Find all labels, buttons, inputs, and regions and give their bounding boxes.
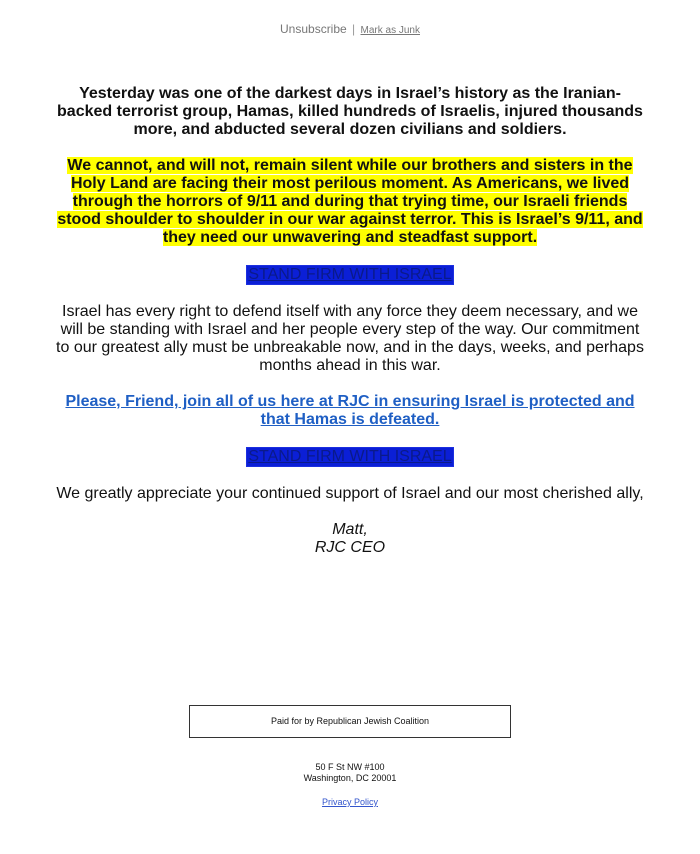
mark-as-junk-link[interactable]: Mark as Junk	[360, 25, 420, 36]
appreciate-paragraph: We greatly appreciate your continued support of Israel and our most cherished ally,	[56, 485, 644, 502]
stand-firm-button-1[interactable]: STAND FIRM WITH ISRAEL	[248, 266, 452, 283]
highlighted-paragraph	[55, 157, 645, 247]
highlighted-text: We cannot, and will not, remain silent while our brothers and sisters in the Holy Land are facing their most perilous moment. As Americans, we lived through the horrors of 9/11 and during that trying time, our Israeli friends stood shoulder to shoulder in our war against terror. This is Israel’s 9/11, and they need our unwavering and steadfast support.	[57, 157, 643, 246]
email-header-links	[0, 22, 700, 38]
privacy-container	[0, 797, 700, 808]
paid-for-disclaimer: Paid for by Republican Jewish Coalition	[189, 705, 511, 738]
header-separator: |	[352, 22, 356, 36]
unsubscribe-link[interactable]: Unsubscribe	[280, 22, 347, 36]
privacy-policy-link[interactable]: Privacy Policy	[321, 797, 378, 807]
stand-firm-button-2[interactable]: STAND FIRM WITH ISRAEL	[248, 448, 452, 465]
defend-paragraph: Israel has every right to defend itself with any force they deem necessary, and we will be standing with Israel and her people every step of the way. Our commitment to our greatest ally must be unbreakable now, and in the days, weeks, and perhaps months ahead in this war.	[56, 303, 644, 374]
signature-name: Matt,	[332, 521, 368, 538]
cta-container-2	[55, 447, 645, 467]
cta-container-1	[55, 265, 645, 285]
address-line-2: Washington, DC 20001	[303, 773, 397, 783]
mailing-address	[0, 762, 700, 784]
address-line-1: 50 F St NW #100	[315, 762, 385, 772]
email-body	[55, 85, 645, 557]
join-rjc-link[interactable]: Please, Friend, join all of us here at RJC in ensuring Israel is protected and that Hamas is defeated.	[65, 393, 635, 428]
intro-paragraph: Yesterday was one of the darkest days in Israel’s history as the Iranian-backed terrorist group, Hamas, killed hundreds of Israelis, injured thousands more, and abducted several dozen civilians and soldiers.	[57, 85, 643, 138]
signature-title: RJC CEO	[314, 539, 386, 556]
